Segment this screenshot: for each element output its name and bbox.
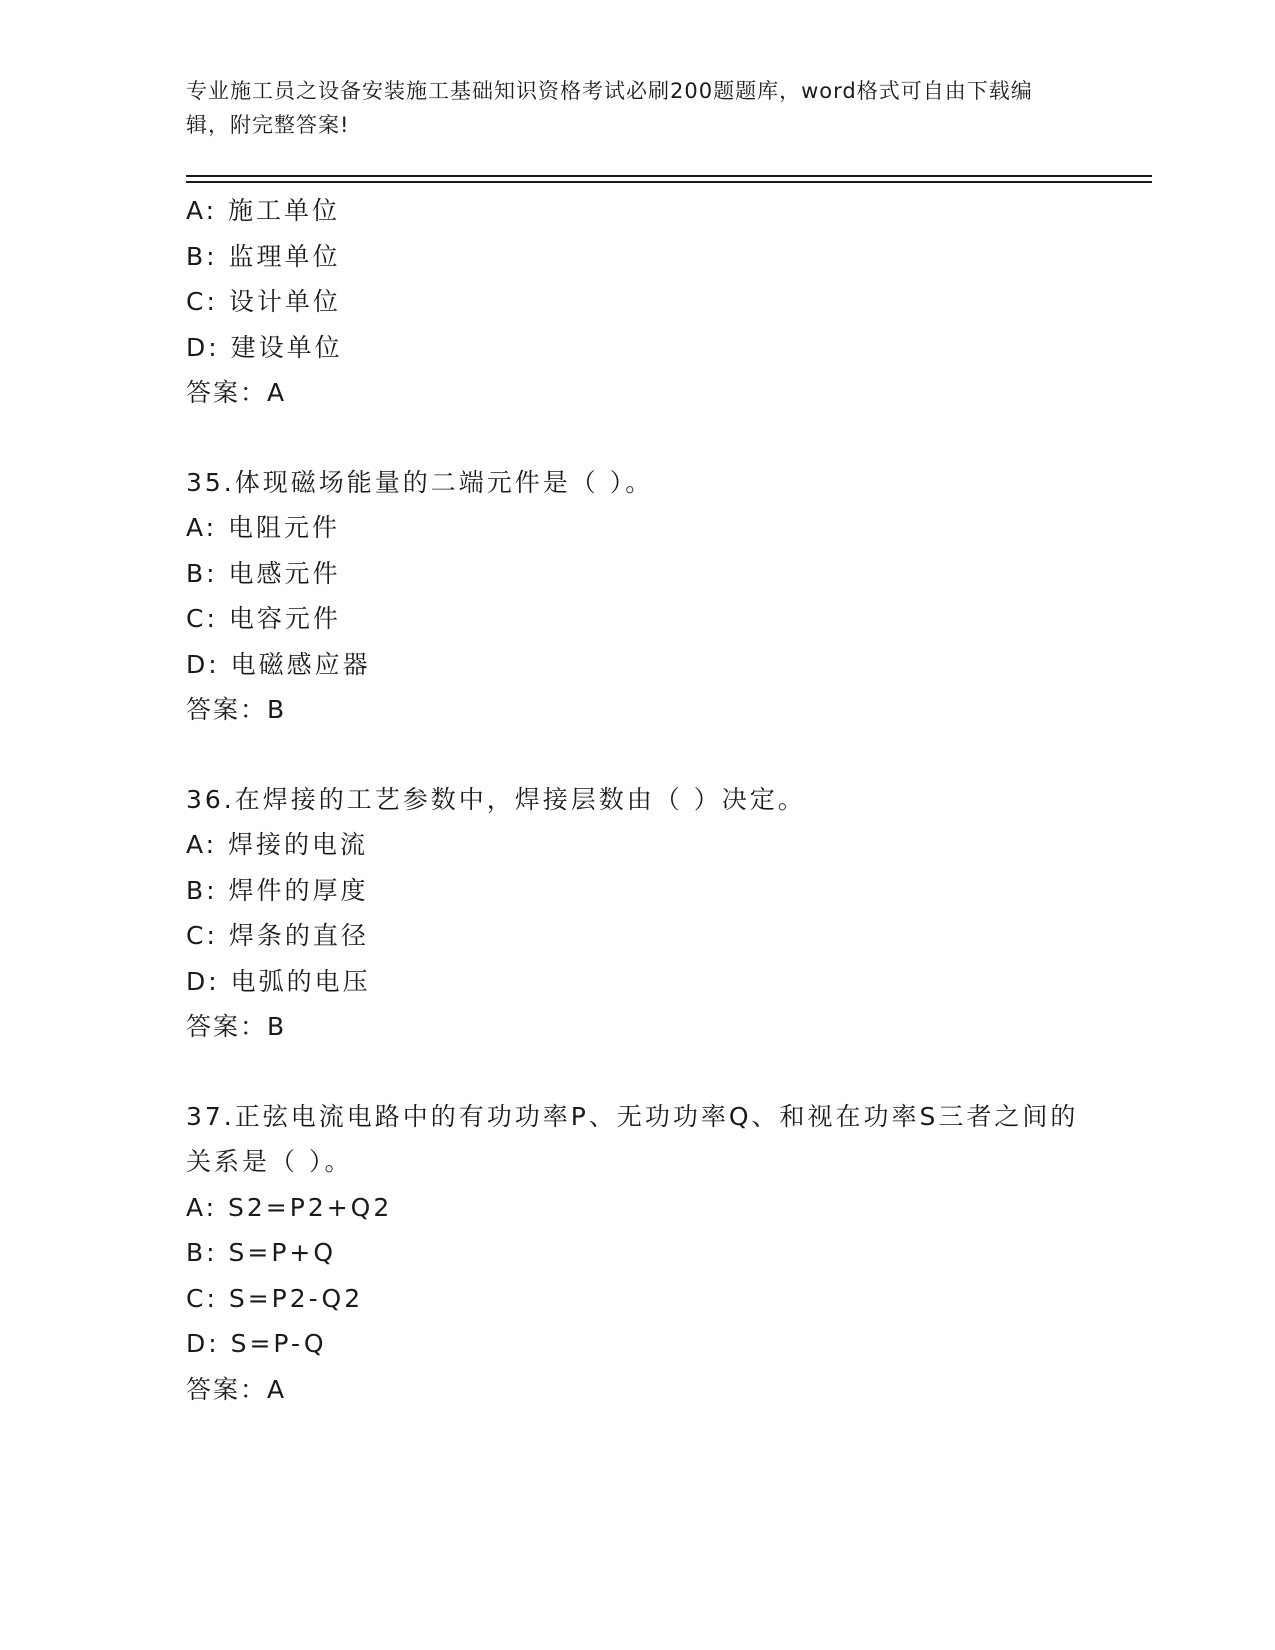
question-block	[186, 1094, 1086, 1413]
question-list	[186, 188, 1086, 1412]
document-header: 专业施工员之设备安装施工基础知识资格考试必刷200题题库，word格式可自由下载编辑，附完整答案!	[186, 79, 1033, 137]
answer-line: 答案：B	[186, 1012, 287, 1041]
spacer	[186, 733, 1086, 777]
option-a: A: 焊接的电流	[186, 830, 369, 859]
question-block	[186, 777, 1086, 1050]
spacer	[186, 1050, 1086, 1094]
question-block	[186, 460, 1086, 733]
answer-line: 答案：A	[186, 1374, 287, 1404]
option-b: B: S=P+Q	[186, 1238, 337, 1267]
question-block	[186, 188, 1086, 416]
option-a: A: 施工单位	[186, 196, 341, 225]
header-divider-top	[186, 175, 1152, 177]
answer-line: 答案：B	[186, 695, 287, 724]
question-stem: 35.体现磁场能量的二端元件是（ ）。	[186, 467, 654, 497]
option-a: A: 电阻元件	[186, 513, 341, 542]
option-d: D: 电磁感应器	[186, 649, 371, 679]
spacer	[186, 416, 1086, 460]
option-d: D: 电弧的电压	[186, 966, 371, 996]
option-b: B: 焊件的厚度	[186, 875, 369, 905]
option-a: A: S2=P2+Q2	[186, 1192, 393, 1222]
question-stem: 36.在焊接的工艺参数中，焊接层数由（ ）决定。	[186, 784, 806, 814]
option-d: D: S=P-Q	[186, 1329, 327, 1358]
question-stem: 37.正弦电流电路中的有功功率P、无功功率Q、和视在功率S三者之间的关系是（ ）。	[186, 1101, 1079, 1176]
option-b: B: 监理单位	[186, 241, 341, 271]
option-b: B: 电感元件	[186, 558, 341, 588]
header-divider-bottom	[186, 181, 1152, 183]
option-c: C: 焊条的直径	[186, 921, 369, 950]
answer-line: 答案：A	[186, 378, 287, 407]
option-c: C: 设计单位	[186, 287, 341, 316]
option-c: C: S=P2-Q2	[186, 1283, 364, 1313]
option-d: D: 建设单位	[186, 332, 343, 362]
option-c: C: 电容元件	[186, 604, 341, 633]
